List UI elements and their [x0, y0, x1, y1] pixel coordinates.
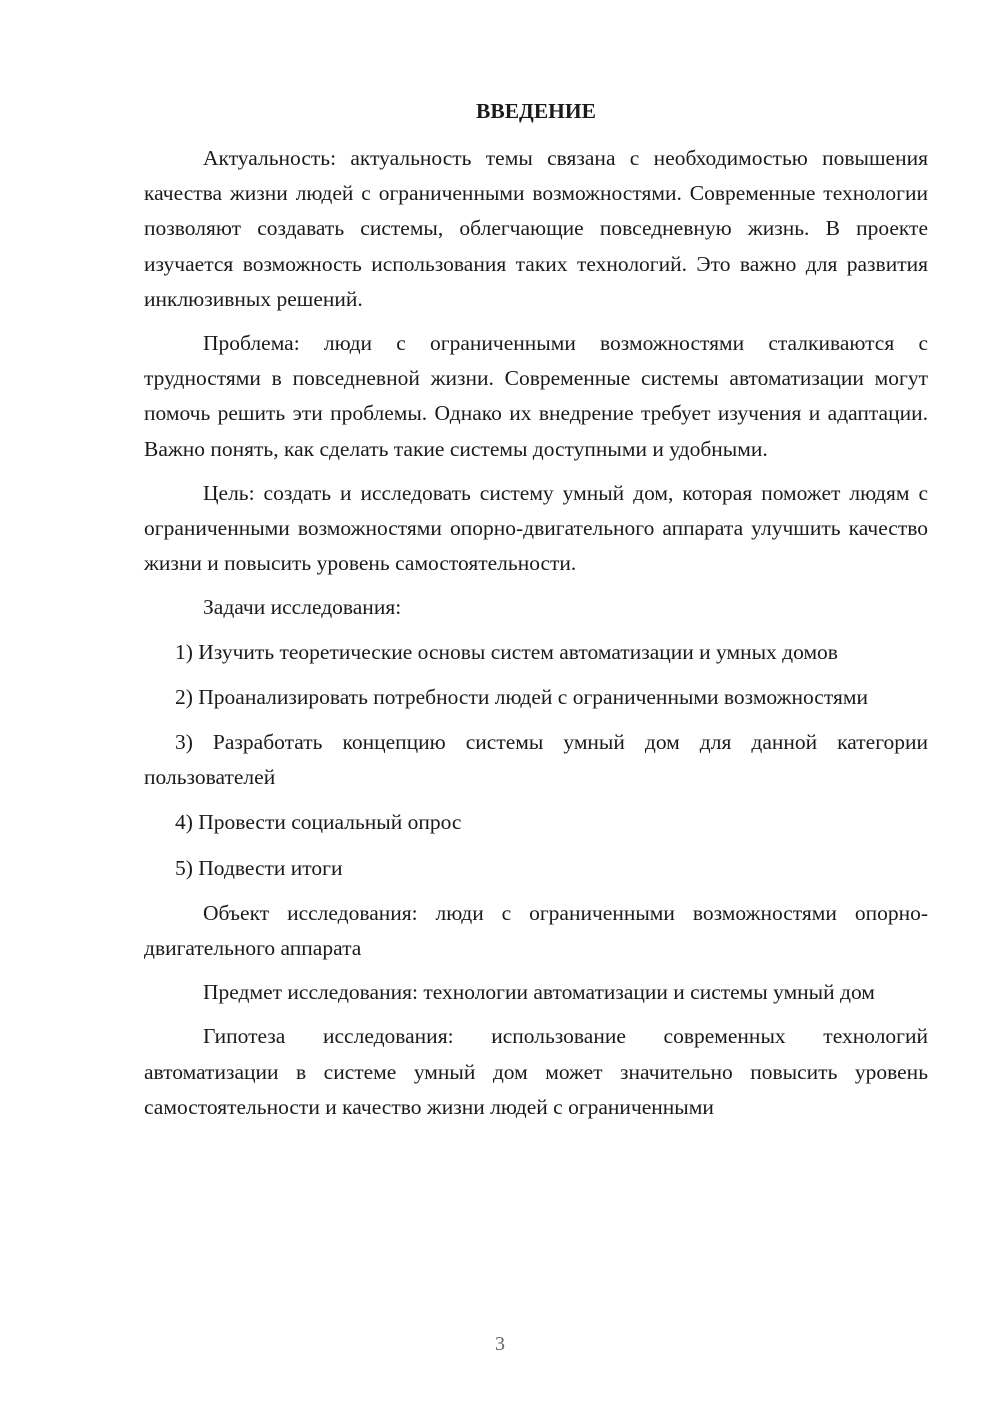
task-list — [144, 635, 928, 886]
page-number: 3 — [495, 1333, 505, 1355]
paragraph-object: Объект исследования: люди с ограниченными возможностями опорно-двигательного аппарата — [144, 900, 928, 961]
paragraph-relevance: Актуальность: актуальность темы связана с необходимостью повышения качества жизни людей с ограниченными возможностями. Современные технологии позволяют создавать системы, облегчающие повседневную жизнь. В проекте изучается возможность использования таких технологий. Это важно для развития инклюзивных решений. — [144, 146, 928, 311]
task-item-5: 5) Подвести итоги — [175, 855, 343, 880]
task-item-3: 3) Разработать концепцию системы умный дом для данной категории пользователей — [144, 730, 928, 790]
task-item-2: 2) Проанализировать потребности людей с ограниченными возможностями — [175, 684, 868, 709]
section-heading: ВВЕДЕНИЕ — [476, 99, 596, 123]
tasks-title: Задачи исследования: — [203, 595, 402, 620]
task-item-4: 4) Провести социальный опрос — [175, 810, 462, 835]
paragraph-goal: Цель: создать и исследовать систему умный дом, которая поможет людям с ограниченными возможностями опорно-двигательного аппарата улучшить качество жизни и повысить уровень самостоятельности. — [144, 480, 928, 576]
task-item-1: 1) Изучить теоретические основы систем автоматизации и умных домов — [175, 639, 838, 664]
page-content — [144, 94, 928, 1134]
paragraph-problem: Проблема: люди с ограниченными возможностями сталкиваются с трудностями в повседневной жизни. Современные системы автоматизации могут помочь решить эти проблемы. Однако их внедрение требует изучения и адаптации. Важно понять, как сделать такие системы доступными и удобными. — [144, 331, 928, 461]
paragraph-subject: Предмет исследования: технологии автоматизации и системы умный дом — [203, 980, 875, 1005]
paragraph-hypothesis: Гипотеза исследования: использование современных технологий автоматизации в системе умный дом может значительно повысить уровень самостоятельности и качество жизни людей с ограниченными — [144, 1024, 928, 1119]
